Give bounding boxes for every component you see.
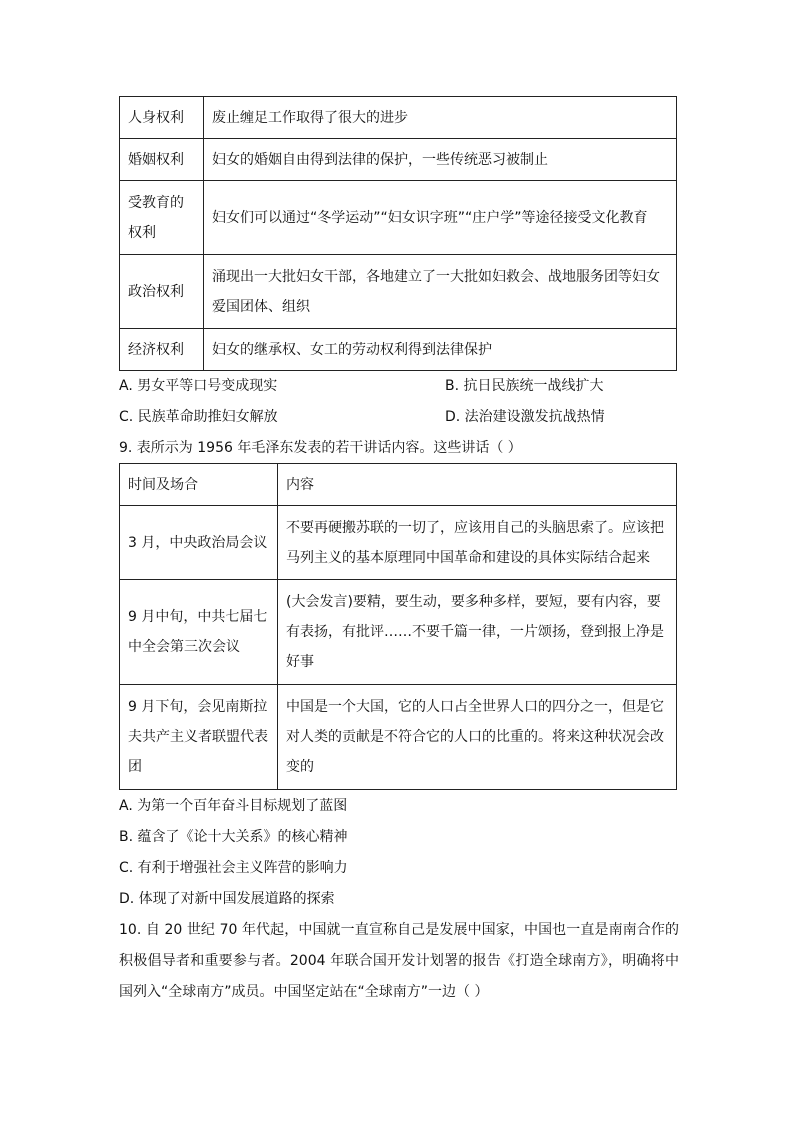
- rights-label: 婚姻权利: [120, 139, 204, 181]
- q8-option-a[interactable]: A. 男女平等口号变成现实: [119, 378, 278, 394]
- rights-label: 人身权利: [120, 97, 204, 139]
- table-row: [120, 181, 677, 255]
- rights-content: 妇女的继承权、女工的劳动权利得到法律保护: [204, 329, 677, 371]
- rights-content: 妇女的婚姻自由得到法律的保护，一些传统恶习被制止: [204, 139, 677, 181]
- table-row: [120, 506, 677, 580]
- table-row: [120, 685, 677, 790]
- speech-time: 3 月，中央政治局会议: [120, 506, 278, 580]
- table-row: [120, 139, 677, 181]
- rights-label: 经济权利: [120, 329, 204, 371]
- rights-label: 受教育的权利: [120, 181, 204, 255]
- q8-option-d[interactable]: D. 法治建设激发抗战热情: [445, 409, 605, 425]
- header-content: 内容: [278, 464, 677, 506]
- speech-time: 9 月中旬，中共七届七中全会第三次会议: [120, 580, 278, 685]
- rights-label: 政治权利: [120, 255, 204, 329]
- rights-table: [119, 96, 677, 371]
- speech-time: 9 月下旬，会见南斯拉夫共产主义者联盟代表团: [120, 685, 278, 790]
- table-header-row: [120, 464, 677, 506]
- q9-option-c[interactable]: C. 有利于增强社会主义阵营的影响力: [119, 860, 348, 876]
- q10-stem: 10. 自 20 世纪 70 年代起，中国就一直宣称自己是发展中国家，中国也一直是南南合作的积极倡导者和重要参与者。2004 年联合国开发计划署的报告《打造全球南方》，明确将中国列入“全球南方”成员。中国坚定站在“全球南方”一边（ ）: [119, 922, 679, 1000]
- table-row: [120, 255, 677, 329]
- q9-stem: 9. 表所示为 1956 年毛泽东发表的若干讲话内容。这些讲话（ ）: [119, 440, 522, 456]
- table-row: [120, 329, 677, 371]
- q9-option-a[interactable]: A. 为第一个百年奋斗目标规划了蓝图: [119, 798, 348, 814]
- q9-option-b[interactable]: B. 蕴含了《论十大关系》的核心精神: [119, 829, 348, 845]
- q8-option-b[interactable]: B. 抗日民族统一战线扩大: [445, 378, 604, 394]
- header-time: 时间及场合: [120, 464, 278, 506]
- q8-option-c[interactable]: C. 民族革命助推妇女解放: [119, 409, 278, 425]
- speech-content: 不要再硬搬苏联的一切了，应该用自己的头脑思索了。应该把马列主义的基本原理同中国革命和建设的具体实际结合起来: [278, 506, 677, 580]
- table-row: [120, 580, 677, 685]
- q8-options-row-1: [119, 376, 676, 396]
- speech-content: 中国是一个大国，它的人口占全世界人口的四分之一，但是它对人类的贡献是不符合它的人口的比重的。将来这种状况会改变的: [278, 685, 677, 790]
- rights-content: 妇女们可以通过“冬学运动”“妇女识字班”“庄户学”等途径接受文化教育: [204, 181, 677, 255]
- speech-table: [119, 463, 677, 790]
- q8-options-row-2: [119, 407, 676, 427]
- rights-content: 涌现出一大批妇女干部，各地建立了一大批如妇救会、战地服务团等妇女爱国团体、组织: [204, 255, 677, 329]
- rights-content: 废止缠足工作取得了很大的进步: [204, 97, 677, 139]
- speech-content: (大会发言)要精，要生动，要多种多样，要短，要有内容，要有表扬，有批评……不要千篇一律，一片颂扬，登到报上净是好事: [278, 580, 677, 685]
- table-row: [120, 97, 677, 139]
- q9-option-d[interactable]: D. 体现了对新中国发展道路的探索: [119, 891, 335, 907]
